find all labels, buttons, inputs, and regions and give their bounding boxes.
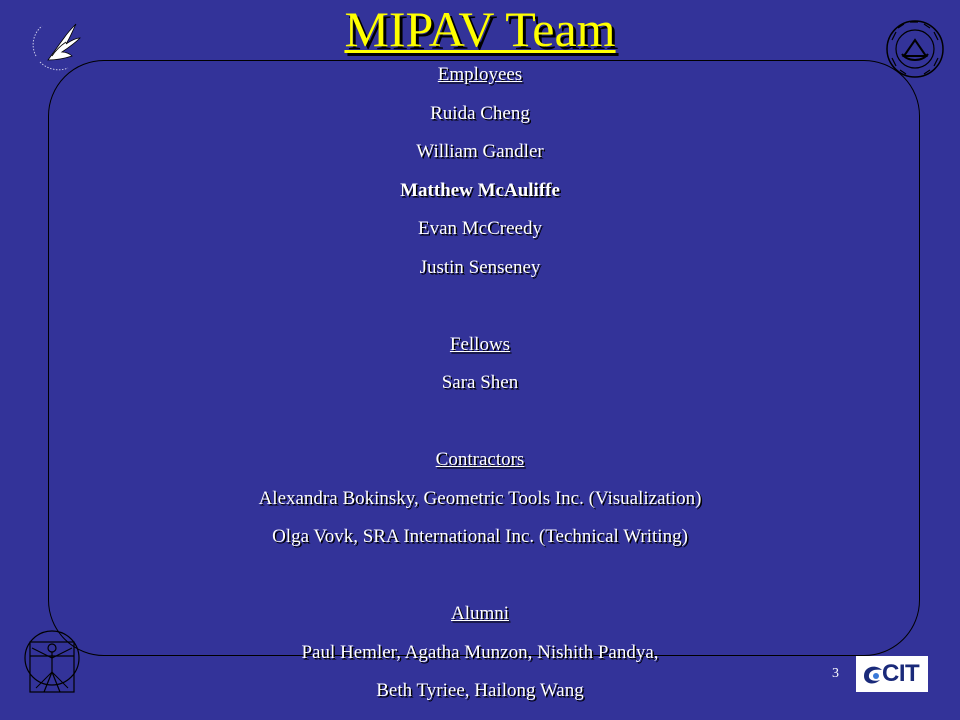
list-item: Justin Senseney bbox=[419, 256, 541, 278]
slide-title: MIPAV Team bbox=[344, 1, 616, 57]
team-list bbox=[0, 62, 960, 717]
employees-heading: Employees bbox=[437, 64, 523, 85]
cit-swirl-icon bbox=[862, 664, 884, 686]
list-item: Olga Vovk, SRA International Inc. (Technical Writing) bbox=[272, 526, 688, 547]
fellows-heading: Fellows bbox=[449, 333, 511, 355]
page-number: 3 bbox=[832, 666, 839, 681]
spacer bbox=[0, 563, 960, 602]
list-item: Alexandra Bokinsky, Geometric Tools Inc. (Visualization) bbox=[258, 487, 702, 509]
vitruvian-man-icon bbox=[24, 628, 80, 694]
list-item: Evan McCreedy bbox=[418, 218, 542, 239]
list-item: Matthew McAuliffe bbox=[400, 179, 560, 201]
list-item: Ruida Cheng bbox=[430, 102, 530, 124]
spacer bbox=[0, 409, 960, 448]
spacer bbox=[0, 293, 960, 332]
cit-logo-text: CIT bbox=[882, 660, 920, 687]
cit-logo bbox=[856, 656, 928, 692]
list-item: Sara Shen bbox=[441, 372, 519, 393]
list-item: Paul Hemler, Agatha Munzon, Nishith Pandya, bbox=[301, 641, 659, 663]
contractors-heading: Contractors bbox=[435, 449, 525, 470]
alumni-heading: Alumni bbox=[450, 603, 510, 624]
list-item: Beth Tyriee, Hailong Wang bbox=[376, 680, 584, 701]
list-item: William Gandler bbox=[416, 141, 544, 162]
